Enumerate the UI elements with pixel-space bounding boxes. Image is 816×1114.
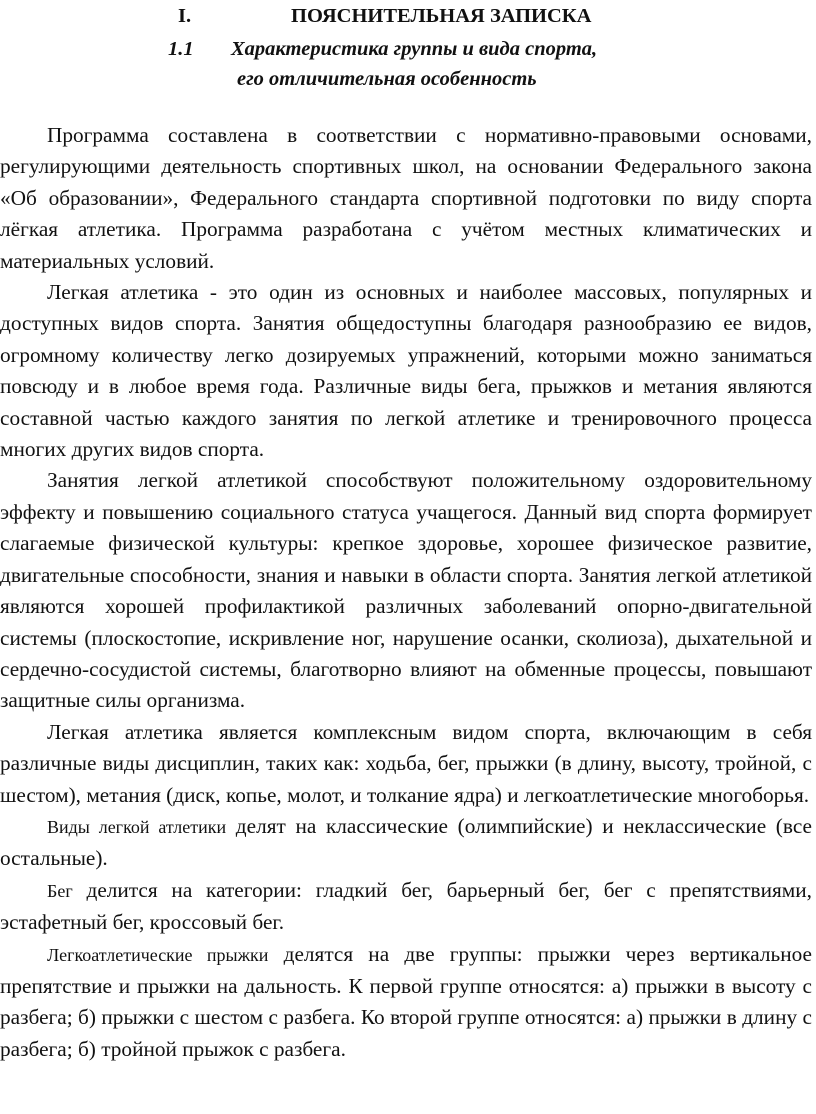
paragraph-text: Легкая атлетика - это один из основных и наиболее массовых, популярных и доступных видов спорта. Занятия общедоступны благодаря разнообразию ее видов, огромному количеству легко дозируемых упражнений, которыми можно заниматься повсюду и в любое время года. Различные виды бега, прыжков и метания являются составной частью каждого занятия по легкой атлетике и тренировочного процесса многих других видов спорта. — [0, 280, 812, 462]
subsection-number: 1.1 — [168, 38, 194, 60]
paragraph-text: делится на категории: гладкий бег, барьерный бег, бег с препятствиями, эстафетный бег, кроссовый бег. — [0, 877, 812, 935]
paragraph-lead: Легкоатлетические прыжки — [47, 944, 269, 965]
section-title: ПОЯСНИТЕЛЬНАЯ ЗАПИСКА — [291, 5, 592, 27]
paragraph-text: Программа составлена в соответствии с нормативно-правовыми основами, регулирующими деятельность спортивных школ, на основании Федерального закона «Об образовании», Федерального стандарта спортивной подготовки по виду спорта лёгкая атлетика. Программа разработана с учётом местных климатических и материальных условий. — [0, 123, 812, 273]
section-number: I. — [178, 5, 192, 27]
paragraph-disciplines — [0, 717, 812, 811]
paragraph-text: делятся на две группы: прыжки через вертикальное препятствие и прыжки на дальность. К первой группе относятся: а) прыжки в высоту с разбега; б) прыжки с шестом с разбега. Ко второй группе относятся: а) прыжки в длину с разбега; б) тройной прыжок с разбега. — [0, 941, 812, 1061]
paragraph-text: Занятия легкой атлетикой способствуют положительному оздоровительному эффекту и повышению социального статуса учащегося. Данный вид спорта формирует слагаемые физической культуры: крепкое здоровье, хорошее физическое развитие, двигательные способности, знания и навыки в области спорта. Занятия легкой атлетикой являются хорошей профилактикой различных заболеваний опорно-двигательной системы (плоскостопие, искривление ног, нарушение осанки, сколиоза), дыхательной и сердечно-сосудистой системы, благотворно влияют на обменные процессы, повышают защитные силы организма. — [0, 468, 812, 713]
paragraph-jumps — [0, 939, 812, 1066]
subsection-title-line1: Характеристика группы и вида спорта, — [231, 38, 598, 60]
paragraph-lead: Виды легкой атлетики — [47, 816, 227, 837]
paragraph-athletics-intro — [0, 277, 812, 465]
paragraph-text: делят на классические (олимпийские) и неклассические (все остальные). — [0, 813, 812, 871]
paragraph-running — [0, 875, 812, 939]
document-body — [0, 120, 812, 1065]
paragraph-health-benefits — [0, 465, 812, 716]
paragraph-types — [0, 811, 812, 875]
subsection-title-line2: его отличительная особенность — [237, 68, 537, 90]
paragraph-text: Легкая атлетика является комплексным видом спорта, включающим в себя различные виды дисциплин, таких как: ходьба, бег, прыжки (в длину, высоту, тройной, с шестом), метания (диск, копье, молот, и толкание ядра) и легкоатлетические многоборья. — [0, 719, 812, 807]
paragraph-lead: Бег — [47, 880, 73, 901]
paragraph-program-basis — [0, 120, 812, 277]
